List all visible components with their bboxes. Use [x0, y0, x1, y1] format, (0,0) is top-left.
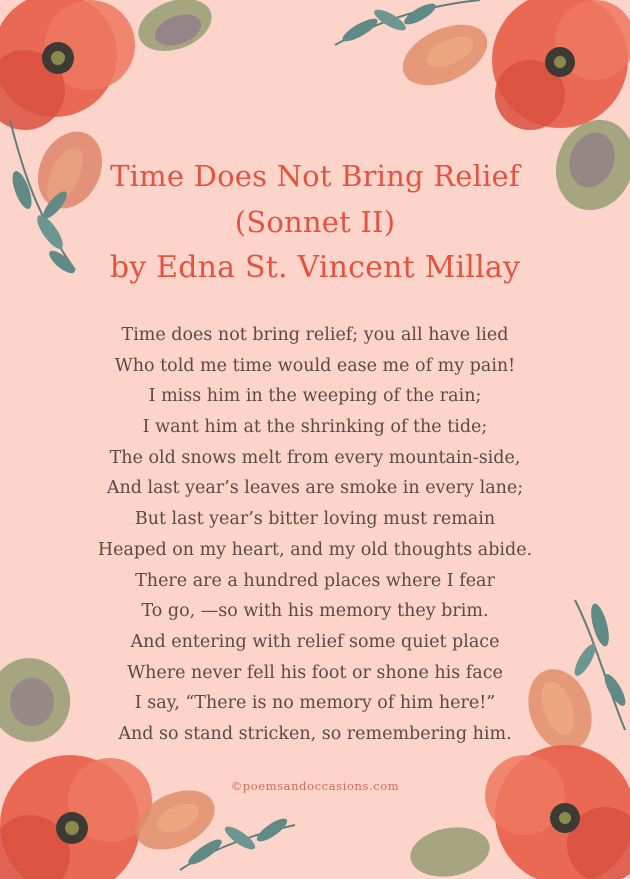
poem-line: And entering with relief some quiet place — [130, 631, 500, 652]
poem-line: But last year’s bitter loving must remain — [134, 509, 496, 530]
poem-line: I say, “There is no memory of him here!” — [134, 693, 496, 714]
copyright-credit: ©poemsandoccasions.com — [230, 779, 400, 793]
poppy-flower-icon — [0, 755, 152, 879]
poem-line: Heaped on my heart, and my old thoughts abide. — [97, 539, 533, 560]
poem-line: Time does not bring relief; you all have lied — [121, 325, 509, 345]
feather-icon — [393, 12, 497, 97]
poppy-flower-icon — [0, 0, 135, 130]
feather-icon — [406, 821, 493, 879]
feather-icon — [131, 0, 219, 61]
poem-line: The old snows melt from every mountain-side, — [109, 447, 521, 468]
poem-line: And last year’s leaves are smoke in every lane; — [106, 478, 524, 499]
author-line: by Edna St. Vincent Millay — [109, 250, 521, 285]
title-line-2: (Sonnet II) — [234, 205, 396, 239]
poem-line: I want him at the shrinking of the tide; — [142, 417, 488, 438]
poem-line: Who told me time would ease me of my pain! — [114, 355, 516, 376]
poem-line: To go, —so with his memory they brim. — [141, 601, 489, 622]
poppy-flower-icon — [485, 745, 630, 879]
poem-line: I miss him in the weeping of the rain; — [148, 386, 482, 407]
title-line-1: Time Does Not Bring Relief — [110, 159, 520, 193]
poem-body — [0, 320, 630, 750]
poem-line: There are a hundred places where I fear — [135, 570, 495, 591]
poem-line: And so stand stricken, so remembering him. — [118, 723, 512, 744]
poppy-flower-icon — [492, 0, 630, 130]
poem-title — [0, 153, 630, 291]
poem-line: Where never fell his foot or shone his face — [127, 662, 503, 683]
